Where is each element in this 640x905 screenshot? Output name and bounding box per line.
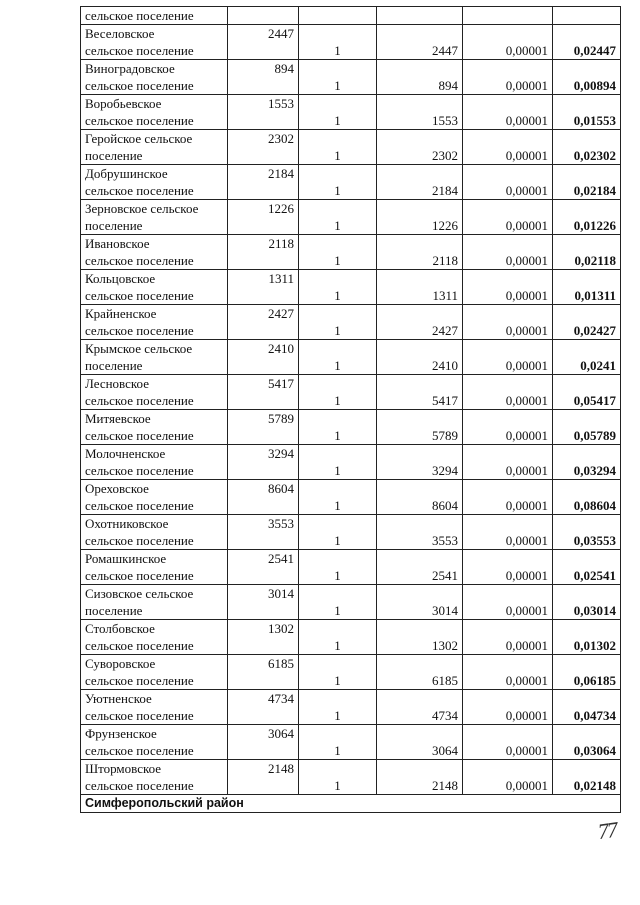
population-cell: 2447	[228, 25, 299, 60]
coefficient-cell: 1	[299, 200, 377, 235]
rate-cell: 0,00001	[463, 585, 553, 620]
rate-cell: 0,00001	[463, 270, 553, 305]
result-cell: 0,02541	[553, 550, 621, 585]
settlement-name: Штормовское сельское поселение	[81, 760, 228, 795]
table-row	[81, 25, 621, 60]
value-cell: 3294	[377, 445, 463, 480]
table-row	[81, 130, 621, 165]
coefficient-cell: 1	[299, 340, 377, 375]
result-cell: 0,03294	[553, 445, 621, 480]
settlement-name: Сизовское сельское поселение	[81, 585, 228, 620]
coefficient-cell: 1	[299, 620, 377, 655]
result-cell: 0,01553	[553, 95, 621, 130]
table-row	[81, 305, 621, 340]
value-cell: 2118	[377, 235, 463, 270]
table-row	[81, 95, 621, 130]
table-row	[81, 60, 621, 95]
table-row	[81, 655, 621, 690]
settlement-name: Фрунзенское сельское поселение	[81, 725, 228, 760]
population-cell: 2427	[228, 305, 299, 340]
value-cell: 2302	[377, 130, 463, 165]
settlement-name: Молочненское сельское поселение	[81, 445, 228, 480]
rate-cell: 0,00001	[463, 165, 553, 200]
value-cell: 3014	[377, 585, 463, 620]
rate-cell: 0,00001	[463, 410, 553, 445]
result-cell: 0,03553	[553, 515, 621, 550]
population-cell: 3064	[228, 725, 299, 760]
settlement-name: Добрушинское сельское поселение	[81, 165, 228, 200]
result-cell: 0,05789	[553, 410, 621, 445]
rate-cell: 0,00001	[463, 550, 553, 585]
settlement-name: Ивановское сельское поселение	[81, 235, 228, 270]
value-cell: 2427	[377, 305, 463, 340]
population-cell: 3553	[228, 515, 299, 550]
value-cell: 5417	[377, 375, 463, 410]
settlement-name: Веселовское сельское поселение	[81, 25, 228, 60]
value-cell: 3064	[377, 725, 463, 760]
coefficient-cell: 1	[299, 585, 377, 620]
value-cell: 1302	[377, 620, 463, 655]
population-cell: 1553	[228, 95, 299, 130]
coefficient-cell: 1	[299, 655, 377, 690]
result-cell: 0,01311	[553, 270, 621, 305]
document-sheet	[80, 6, 620, 813]
settlement-name: Зерновское сельское поселение	[81, 200, 228, 235]
table-row	[81, 585, 621, 620]
population-cell: 1311	[228, 270, 299, 305]
settlement-name: Охотниковское сельское поселение	[81, 515, 228, 550]
result-cell: 0,08604	[553, 480, 621, 515]
settlement-name: Кольцовское сельское поселение	[81, 270, 228, 305]
rate-cell: 0,00001	[463, 690, 553, 725]
population-cell: 1302	[228, 620, 299, 655]
settlement-name: Ореховское сельское поселение	[81, 480, 228, 515]
value-cell: 3553	[377, 515, 463, 550]
coefficient-cell: 1	[299, 375, 377, 410]
table-row	[81, 270, 621, 305]
table-row	[81, 340, 621, 375]
rate-cell: 0,00001	[463, 655, 553, 690]
value-cell: 4734	[377, 690, 463, 725]
population-cell: 4734	[228, 690, 299, 725]
coefficient-cell: 1	[299, 410, 377, 445]
rate-cell: 0,00001	[463, 725, 553, 760]
result-cell: 0,04734	[553, 690, 621, 725]
result-cell: 0,02427	[553, 305, 621, 340]
table-row	[81, 550, 621, 585]
value-cell: 894	[377, 60, 463, 95]
table-row	[81, 760, 621, 795]
page-number: 77	[596, 816, 618, 845]
rate-cell: 0,00001	[463, 445, 553, 480]
value-cell: 1311	[377, 270, 463, 305]
coefficient-cell: 1	[299, 305, 377, 340]
coefficient-cell: 1	[299, 25, 377, 60]
settlement-name: Виноградовское сельское поселение	[81, 60, 228, 95]
result-cell: 0,03014	[553, 585, 621, 620]
value-cell: 5789	[377, 410, 463, 445]
table-row	[81, 690, 621, 725]
population-cell: 2302	[228, 130, 299, 165]
population-cell: 5789	[228, 410, 299, 445]
table-row	[81, 445, 621, 480]
settlement-name: Крайненское сельское поселение	[81, 305, 228, 340]
result-cell: 0,0241	[553, 340, 621, 375]
settlement-name: Уютненское сельское поселение	[81, 690, 228, 725]
population-cell: 3014	[228, 585, 299, 620]
population-cell: 3294	[228, 445, 299, 480]
settlement-name: Воробьевское сельское поселение	[81, 95, 228, 130]
settlement-name: Лесновское сельское поселение	[81, 375, 228, 410]
result-cell: 0,01302	[553, 620, 621, 655]
settlement-name: Суворовское сельское поселение	[81, 655, 228, 690]
population-cell: 894	[228, 60, 299, 95]
result-cell: 0,02148	[553, 760, 621, 795]
header-empty-cell	[228, 7, 299, 25]
result-cell: 0,02302	[553, 130, 621, 165]
coefficient-cell: 1	[299, 725, 377, 760]
rate-cell: 0,00001	[463, 60, 553, 95]
table-row	[81, 165, 621, 200]
rate-cell: 0,00001	[463, 340, 553, 375]
rate-cell: 0,00001	[463, 515, 553, 550]
result-cell: 0,02447	[553, 25, 621, 60]
result-cell: 0,00894	[553, 60, 621, 95]
district-name: Симферопольский район	[81, 795, 621, 813]
result-cell: 0,01226	[553, 200, 621, 235]
value-cell: 2148	[377, 760, 463, 795]
rate-cell: 0,00001	[463, 480, 553, 515]
table-row	[81, 515, 621, 550]
coefficient-cell: 1	[299, 515, 377, 550]
result-cell: 0,02118	[553, 235, 621, 270]
table-row	[81, 375, 621, 410]
rate-cell: 0,00001	[463, 200, 553, 235]
result-cell: 0,03064	[553, 725, 621, 760]
settlements-table	[80, 6, 621, 813]
header-empty-cell	[377, 7, 463, 25]
district-row	[81, 795, 621, 813]
value-cell: 2410	[377, 340, 463, 375]
header-empty-cell	[299, 7, 377, 25]
population-cell: 2184	[228, 165, 299, 200]
population-cell: 5417	[228, 375, 299, 410]
coefficient-cell: 1	[299, 235, 377, 270]
population-cell: 1226	[228, 200, 299, 235]
coefficient-cell: 1	[299, 690, 377, 725]
value-cell: 2447	[377, 25, 463, 60]
rate-cell: 0,00001	[463, 620, 553, 655]
coefficient-cell: 1	[299, 60, 377, 95]
header-empty-cell	[463, 7, 553, 25]
population-cell: 8604	[228, 480, 299, 515]
coefficient-cell: 1	[299, 760, 377, 795]
settlement-name: Столбовское сельское поселение	[81, 620, 228, 655]
value-cell: 6185	[377, 655, 463, 690]
rate-cell: 0,00001	[463, 235, 553, 270]
population-cell: 2410	[228, 340, 299, 375]
value-cell: 2184	[377, 165, 463, 200]
population-cell: 2148	[228, 760, 299, 795]
settlement-name: Крымское сельское поселение	[81, 340, 228, 375]
table-row	[81, 480, 621, 515]
population-cell: 2118	[228, 235, 299, 270]
rate-cell: 0,00001	[463, 305, 553, 340]
table-row	[81, 410, 621, 445]
table-row	[81, 725, 621, 760]
population-cell: 2541	[228, 550, 299, 585]
header-name-cell: сельское поселение	[81, 7, 228, 25]
table-row	[81, 200, 621, 235]
header-empty-cell	[553, 7, 621, 25]
coefficient-cell: 1	[299, 480, 377, 515]
coefficient-cell: 1	[299, 165, 377, 200]
rate-cell: 0,00001	[463, 760, 553, 795]
settlement-name: Митяевское сельское поселение	[81, 410, 228, 445]
population-cell: 6185	[228, 655, 299, 690]
coefficient-cell: 1	[299, 130, 377, 165]
settlement-name: Геройское сельское поселение	[81, 130, 228, 165]
rate-cell: 0,00001	[463, 375, 553, 410]
coefficient-cell: 1	[299, 445, 377, 480]
value-cell: 2541	[377, 550, 463, 585]
header-row	[81, 7, 621, 25]
value-cell: 1553	[377, 95, 463, 130]
rate-cell: 0,00001	[463, 25, 553, 60]
result-cell: 0,05417	[553, 375, 621, 410]
coefficient-cell: 1	[299, 95, 377, 130]
value-cell: 8604	[377, 480, 463, 515]
table-row	[81, 620, 621, 655]
coefficient-cell: 1	[299, 550, 377, 585]
value-cell: 1226	[377, 200, 463, 235]
rate-cell: 0,00001	[463, 130, 553, 165]
result-cell: 0,06185	[553, 655, 621, 690]
coefficient-cell: 1	[299, 270, 377, 305]
rate-cell: 0,00001	[463, 95, 553, 130]
result-cell: 0,02184	[553, 165, 621, 200]
table-row	[81, 235, 621, 270]
settlement-name: Ромашкинское сельское поселение	[81, 550, 228, 585]
